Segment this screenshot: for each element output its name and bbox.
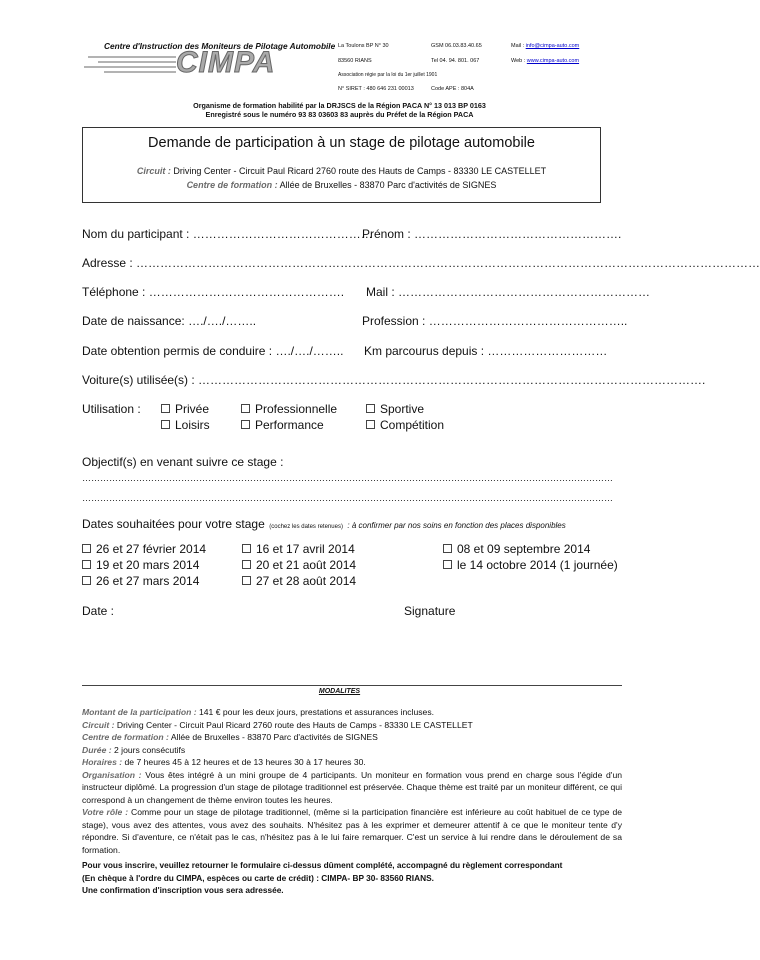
code-ape: Code APE : 804A xyxy=(431,86,474,92)
date-option[interactable]: 26 et 27 mars 2014 xyxy=(82,574,199,588)
checkbox[interactable] xyxy=(242,544,251,553)
page-title: Demande de participation à un stage de pilotage automobile xyxy=(148,135,535,151)
option-performance[interactable]: Performance xyxy=(241,418,324,432)
checkbox[interactable] xyxy=(82,544,91,553)
option-loisirs[interactable]: Loisirs xyxy=(161,418,210,432)
checkbox[interactable] xyxy=(366,420,375,429)
mail-link[interactable]: info@cimpa-auto.com xyxy=(525,43,580,49)
checkbox[interactable] xyxy=(161,420,170,429)
checkbox[interactable] xyxy=(242,576,251,585)
checkbox[interactable] xyxy=(242,560,251,569)
nom-field[interactable]: Nom du participant : ……………………………………… xyxy=(82,227,373,241)
role-paragraph: Votre rôle : Comme pour un stage de pilotage traditionnel, (même si la participation financière est inférieure au coût habituel de ce type de stage), vous avez des attentes, vous avez des souhaits. N'hésitez pas à les exprimer et demeurer attentif à ce que le moniteur tente d'y répondre. Si d'aventure, ce n'était pas le cas, n'hésitez pas à le lui faire remarquer. C'est un service à lui rendre dans le déroulement de sa formation. xyxy=(82,807,623,855)
checkbox[interactable] xyxy=(82,576,91,585)
circuit-value: Driving Center - Circuit Paul Ricard 2760 route des Hauts de Camps - 83330 LE CASTELLET xyxy=(173,166,547,176)
montant-line: Montant de la participation : 141 € pour les deux jours, prestations et assurances incluses. xyxy=(82,707,435,717)
adresse-field[interactable]: Adresse : ………………………………………………………………………………………………………………………………………… xyxy=(82,256,760,270)
checkbox[interactable] xyxy=(443,560,452,569)
divider xyxy=(82,685,622,686)
utilisation-label: Utilisation : xyxy=(82,402,141,416)
checkbox[interactable] xyxy=(443,544,452,553)
objectif-label: Objectif(s) en venant suivre ce stage : xyxy=(82,455,284,469)
date-option[interactable]: 27 et 28 août 2014 xyxy=(242,574,356,588)
option-professionnelle[interactable]: Professionnelle xyxy=(241,402,337,416)
gsm-number: GSM 06.03.83.40.65 xyxy=(431,43,482,49)
km-field[interactable]: Km parcourus depuis : ………………………… xyxy=(364,344,608,358)
address-line-2: 83560 RIANS xyxy=(338,58,372,64)
title-box xyxy=(82,127,601,203)
centre-value: Allée de Bruxelles - 83870 Parc d'activités de SIGNES xyxy=(279,180,497,190)
tel-number: Tel 04. 94. 801. 067 xyxy=(431,58,480,64)
association-note: Association régie par la loi du 1er juillet 1901 xyxy=(338,72,438,78)
telephone-field[interactable]: Téléphone : …………………………………………. xyxy=(82,285,345,299)
inscription-line-2: (En chèque à l'ordre du CIMPA, espèces ou carte de crédit) : CIMPA- BP 30- 83560 RIANS. xyxy=(82,872,434,883)
mail-label: Mail : xyxy=(511,43,525,49)
web-link[interactable]: www.cimpa-auto.com xyxy=(526,58,580,64)
date-option[interactable]: 16 et 17 avril 2014 xyxy=(242,542,355,556)
date-option[interactable]: 20 et 21 août 2014 xyxy=(242,558,356,572)
web-label: Web : xyxy=(511,58,526,64)
profession-field[interactable]: Profession : ………………………………………….. xyxy=(362,314,628,328)
agrement-line-1: Organisme de formation habilité par la DRJSCS de la Région PACA N° 13 013 BP 0163 xyxy=(193,101,486,110)
dates-label: Dates souhaitées pour votre stage xyxy=(82,517,265,531)
checkbox[interactable] xyxy=(241,420,250,429)
duree-line: Durée : 2 jours consécutifs xyxy=(82,744,186,755)
checkbox[interactable] xyxy=(241,404,250,413)
centre-label: Centre de formation : xyxy=(186,180,278,190)
date-option[interactable]: 19 et 20 mars 2014 xyxy=(82,558,199,572)
objectif-line-2[interactable]: …………………………………………………………………………………………………………………………………………………………… xyxy=(82,493,613,503)
agrement-line-2: Enregistré sous le numéro 93 83 03603 83 auprès du Préfet de la Région PACA xyxy=(205,110,474,119)
voiture-field[interactable]: Voiture(s) utilisée(s) : ………………………………………………………………………………………………………………. xyxy=(82,373,706,387)
checkbox[interactable] xyxy=(161,404,170,413)
modalites-block xyxy=(82,706,622,897)
siret: N° SIRET : 480 646 231 00013 xyxy=(338,86,414,92)
date-signature-label: Date : xyxy=(82,604,115,618)
naissance-field[interactable]: Date de naissance: …./…./…….. xyxy=(82,314,257,328)
dates-hint: (cochez les dates retenues) xyxy=(269,524,343,530)
org-full-name: Centre d'Instruction des Moniteurs de Pilotage Automobile xyxy=(104,41,336,51)
address-line-1: La Toulons BP N° 30 xyxy=(338,43,389,49)
organisation-paragraph: Organisation : Vous êtes intégré à un mini groupe de 4 participants. Un moniteur en formation vous prend en charge sous l'égide d'un instructeur diplômé. La progression d'un stage de pilotage traditionnel est préservée. Chaque thème est traité par un moniteur différent, ce qui correspond à un changement de thème environ toutes les heures. xyxy=(82,769,623,805)
date-option[interactable]: 26 et 27 février 2014 xyxy=(82,542,206,556)
permis-field[interactable]: Date obtention permis de conduire : …./…./…….. xyxy=(82,344,344,358)
option-sportive[interactable]: Sportive xyxy=(366,402,424,416)
date-option[interactable]: 08 et 09 septembre 2014 xyxy=(443,542,590,556)
option-competition[interactable]: Compétition xyxy=(366,418,444,432)
checkbox[interactable] xyxy=(82,560,91,569)
prenom-field[interactable]: Prénom : ……………………………………………. xyxy=(362,227,622,241)
option-privee[interactable]: Privée xyxy=(161,402,209,416)
inscription-line-1: Pour vous inscrire, veuillez retourner le formulaire ci-dessus dûment complété, accompagné du règlement correspondant xyxy=(82,860,563,870)
dates-note: : à confirmer par nos soins en fonction des places disponibles xyxy=(347,521,566,530)
date-option[interactable]: le 14 octobre 2014 (1 journée) xyxy=(443,558,618,572)
checkbox[interactable] xyxy=(366,404,375,413)
centre-line: Centre de formation : Allée de Bruxelles - 83870 Parc d'activités de SIGNES xyxy=(82,732,378,742)
circuit-line: Circuit : Driving Center - Circuit Paul Ricard 2760 route des Hauts de Camps - 83330 LE CASTELLET xyxy=(82,719,473,730)
inscription-line-3: Une confirmation d'inscription vous sera adressée. xyxy=(82,885,284,895)
modalites-heading: MODALITES xyxy=(318,688,361,695)
mail-field[interactable]: Mail : ……………………………………………………… xyxy=(366,285,651,299)
horaires-line: Horaires : de 7 heures 45 à 12 heures et de 13 heures 30 à 17 heures 30. xyxy=(82,757,366,767)
objectif-line-1[interactable]: …………………………………………………………………………………………………………………………………………………………… xyxy=(82,473,613,483)
circuit-label: Circuit : xyxy=(136,166,171,176)
signature-label: Signature xyxy=(404,604,456,618)
brand-name: CIMPA xyxy=(176,46,276,79)
